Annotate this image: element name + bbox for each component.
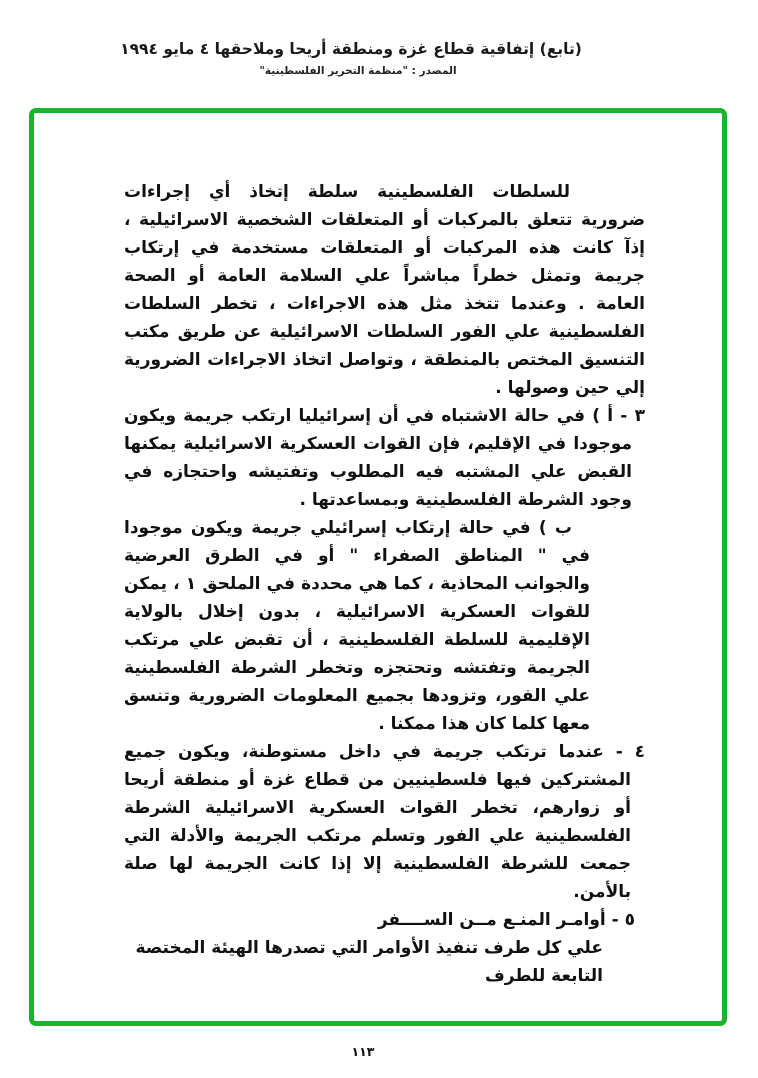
green-document-frame [29, 108, 727, 1026]
page-header [0, 40, 758, 77]
paragraph-item-3a: ٣ - أ ) في حالة الاشتباه في أن إسرائيليا ارتكب جريمة ويكون موجودا في الإقليم، فإن القوات العسكرية الاسرائيلية يمكنها القبض علي المشتبه فيه المطلوب وتفتيشه واحتجازه في وجود الشرطة الفلسطينية وبمساعدتها . [124, 406, 645, 510]
paragraph-item-b: ب ) في حالة إرتكاب إسرائيلي جريمة ويكون موجودا في " المناطق الصفراء " أو في الطرق العرضية والجوانب المحاذية ، كما هي محددة في الملحق ١ ، يمكن للقوات العسكرية الاسرائيلية ، بدون إخلال بالولاية الإقليمية للسلطة الفلسطينية ، أن تقبض علي مرتكب الجريمة وتفتشه وتحتجزه وتخطر الشرطة الفلسطينية علي الفور، وتزودها بجميع المعلومات الضرورية وتنسق معها كلما كان هذا ممكنا . [124, 518, 590, 734]
paragraph-closing-line: علي كل طرف تنفيذ الأوامر التي تصدرها الهيئة المختصة التابعة للطرف [135, 938, 603, 986]
document-title: (تابع) إتفاقية قطاع غزة ومنطقة أريحا وملاحقها ٤ مايو ١٩٩٤ [120, 40, 582, 58]
paragraph-item-4: ٤ - عندما ترتكب جريمة في داخل مستوطنة، ويكون جميع المشتركين فيها فلسطينيين من قطاع غزة أو منطقة أريحا أو زوارهم، تخطر القوات العسكرية الاسرائيلية الشرطة الفلسطينية علي الفور وتسلم مرتكب الجريمة والأدلة التي جمعت للشرطة الفلسطينية إلا إذا كانت الجريمة لها صلة بالأمن. [124, 742, 645, 902]
document-body [34, 113, 722, 990]
paragraph-continuation: للسلطات الفلسطينية سلطة إتخاذ أي إجراءات ضرورية تتعلق بالمركبات أو المتعلقات الشخصية الاسرائيلية ، إذآ كانت هذه المركبات أو المتعلقات مستخدمة في إرتكاب جريمة وتمثل خطراً مباشراً علي السلامة العامة أو الصحة العامة . وعندما تتخذ مثل هذه الاجراءات ، تخطر السلطات الفلسطينية علي الفور السلطات الاسرائيلية عن طريق مكتب التنسيق المختص بالمنطقة ، وتواصل اتخاذ الاجراءات الضرورية إلي حين وصولها . [124, 182, 645, 398]
paragraph-item-5-heading: ٥ - أوامـر المنـع مــن الســــفر [377, 910, 635, 930]
page-number: ١١٣ [351, 1044, 375, 1059]
document-source: المصدر : "منظمة التحرير الفلسطينية" [259, 65, 457, 77]
